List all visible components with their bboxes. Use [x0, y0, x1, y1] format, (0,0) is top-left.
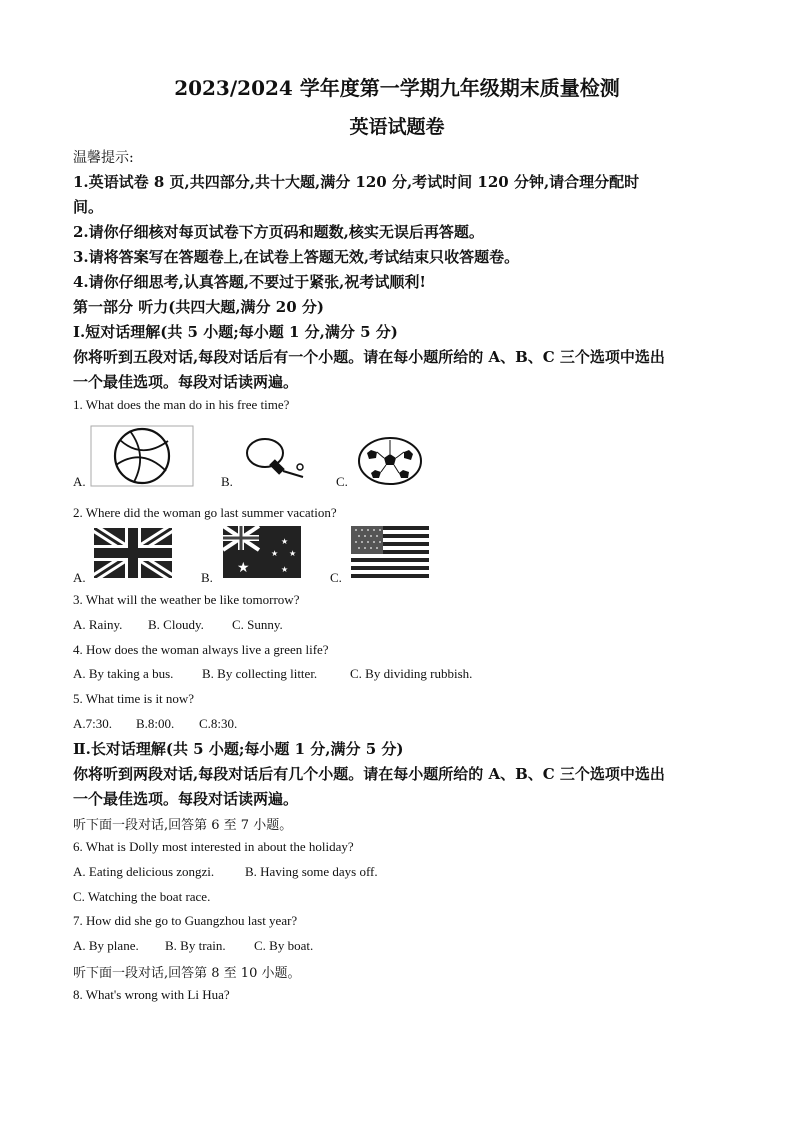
notice-item-4: 4.请你仔细思考,认真答题,不要过于紧张,祝考试顺利! [73, 273, 426, 291]
q2-option-a-label: A. [73, 570, 86, 585]
q5-option-b: B.8:00. [136, 716, 175, 731]
question-1: 1. What does the man do in his free time? [73, 397, 290, 412]
section1-instruction-cont: 一个最佳选项。每段对话读两遍。 [73, 373, 299, 391]
notice-item-1: 1.英语试卷 8 页,共四部分,共十大题,满分 120 分,考试时间 120 分钟,请合理分配时 [73, 173, 640, 191]
q1-option-c-label: C. [336, 474, 348, 489]
usa-flag-icon [351, 526, 429, 578]
q4-option-b: B. By collecting litter. [202, 666, 318, 681]
q1-option-b-label: B. [221, 474, 233, 489]
uk-flag-icon [94, 528, 172, 578]
listen-instruction-2: 听下面一段对话,回答第 8 至 10 小题。 [73, 966, 301, 981]
svg-text:★: ★ [281, 565, 289, 574]
q4-option-c: C. By dividing rubbish. [350, 666, 473, 681]
notice-item-1-cont: 间。 [73, 198, 104, 216]
question-2: 2. Where did the woman go last summer vacation? [73, 505, 337, 520]
q2-option-b-label: B. [201, 570, 213, 585]
q6-option-a: A. Eating delicious zongzi. [73, 864, 215, 879]
question-4: 4. How does the woman always live a green life? [73, 642, 329, 657]
q3-option-c: C. Sunny. [232, 617, 283, 632]
exam-title: 2023/2024 学年度第一学期九年级期末质量检测 [174, 76, 620, 100]
question-6: 6. What is Dolly most interested in about the holiday? [73, 839, 354, 854]
q4-option-a: A. By taking a bus. [73, 666, 174, 681]
q3-option-a: A. Rainy. [73, 617, 123, 632]
q7-option-b: B. By train. [165, 938, 226, 953]
question-7: 7. How did she go to Guangzhou last year? [73, 913, 298, 928]
section2-heading: Ⅱ.长对话理解(共 5 小题;每小题 1 分,满分 5 分) [73, 740, 404, 758]
soccer-ball-icon [357, 436, 423, 486]
q3-option-b: B. Cloudy. [148, 617, 204, 632]
section1-instruction: 你将听到五段对话,每段对话后有一个小题。请在每小题所给的 A、B、C 三个选项中选出 [73, 348, 665, 366]
question-8: 8. What's wrong with Li Hua? [73, 987, 230, 1002]
svg-text:★: ★ [237, 560, 250, 576]
q5-option-a: A.7:30. [73, 716, 112, 731]
question-5: 5. What time is it now? [73, 691, 195, 706]
svg-text:★: ★ [281, 537, 289, 546]
section1-heading: Ⅰ.短对话理解(共 5 小题;每小题 1 分,满分 5 分) [73, 323, 398, 341]
q2-option-c-label: C. [330, 570, 342, 585]
q7-option-a: A. By plane. [73, 938, 139, 953]
q1-option-a-label: A. [73, 474, 86, 489]
svg-text:★: ★ [271, 549, 279, 558]
q7-option-c: C. By boat. [254, 938, 314, 953]
question-3: 3. What will the weather be like tomorrow? [73, 592, 300, 607]
section2-instruction-cont: 一个最佳选项。每段对话读两遍。 [73, 790, 299, 808]
ping-pong-icon [243, 437, 313, 483]
q6-option-c: C. Watching the boat race. [73, 889, 211, 904]
exam-subtitle: 英语试题卷 [349, 116, 445, 138]
basketball-icon [90, 425, 194, 487]
q5-option-c: C.8:30. [199, 716, 238, 731]
q6-option-b: B. Having some days off. [245, 864, 378, 879]
listen-instruction-1: 听下面一段对话,回答第 6 至 7 小题。 [73, 818, 293, 833]
part1-heading: 第一部分 听力(共四大题,满分 20 分) [73, 298, 324, 316]
notice-item-2: 2.请你仔细核对每页试卷下方页码和题数,核实无误后再答题。 [73, 223, 484, 241]
svg-text:★: ★ [289, 549, 297, 558]
section2-instruction: 你将听到两段对话,每段对话后有几个小题。请在每小题所给的 A、B、C 三个选项中选出 [73, 765, 665, 783]
notice-heading: 温馨提示: [73, 150, 134, 166]
australia-flag-icon [223, 526, 301, 578]
notice-item-3: 3.请将答案写在答题卷上,在试卷上答题无效,考试结束只收答题卷。 [73, 248, 520, 266]
